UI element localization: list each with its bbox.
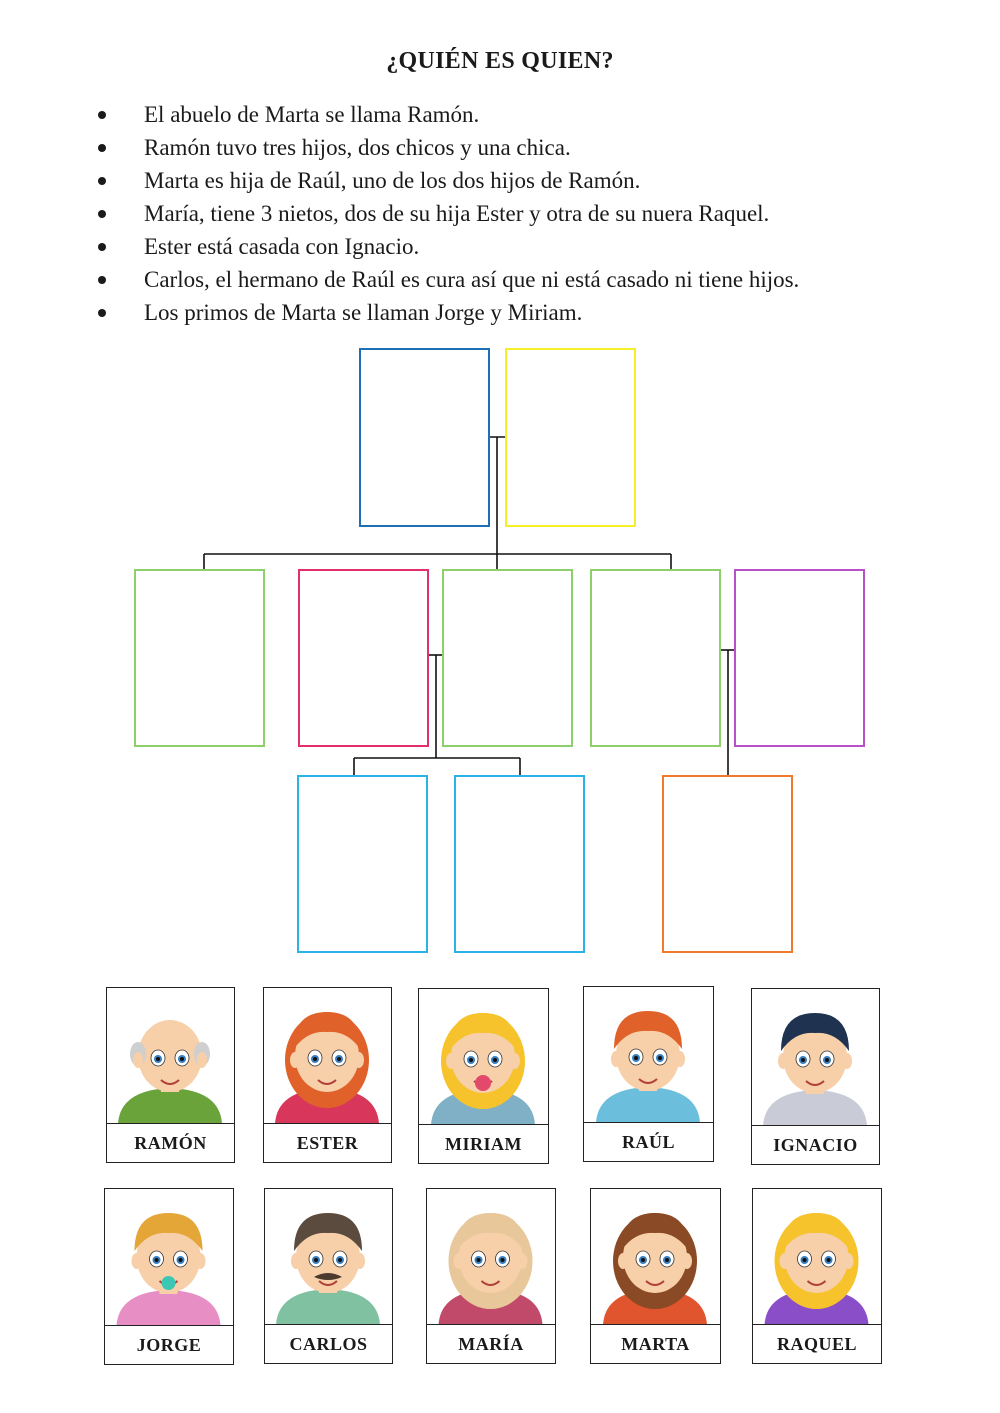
page-title: ¿QUIÉN ES QUIEN? <box>386 48 614 74</box>
character-card[interactable] <box>104 1188 234 1365</box>
clue-text: Ester está casada con Ignacio. <box>144 234 420 259</box>
character-name: JORGE <box>105 1325 233 1364</box>
blonde-girl-icon <box>419 989 547 1125</box>
dark-haired-man-icon <box>752 989 878 1126</box>
character-card[interactable] <box>426 1188 556 1364</box>
tree-slot-child-3[interactable] <box>442 569 573 747</box>
tree-slot-grandchild-3[interactable] <box>662 775 793 953</box>
tree-slot-child-5[interactable] <box>734 569 865 747</box>
clue-text: María, tiene 3 nietos, dos de su hija Ester y otra de su nuera Raquel. <box>144 201 770 226</box>
ponytail-girl-icon <box>591 1189 719 1325</box>
clue-text: Ramón tuvo tres hijos, dos chicos y una chica. <box>144 135 571 160</box>
character-name: RAÚL <box>584 1122 713 1161</box>
character-name: CARLOS <box>265 1324 392 1363</box>
character-name: ESTER <box>264 1123 391 1162</box>
clue-text: Carlos, el hermano de Raúl es cura así que ni está casado ni tiene hijos. <box>144 267 800 292</box>
tree-slot-grandchild-2[interactable] <box>454 775 585 953</box>
baby-boy-icon <box>105 1189 232 1326</box>
tree-slot-child-4[interactable] <box>590 569 721 747</box>
tree-slot-child-1[interactable] <box>134 569 265 747</box>
character-card[interactable] <box>751 988 880 1165</box>
character-name: MARÍA <box>427 1324 555 1363</box>
clue-text: El abuelo de Marta se llama Ramón. <box>144 102 480 127</box>
character-card[interactable] <box>106 987 235 1163</box>
blonde-woman-icon <box>753 1189 880 1325</box>
tree-slot-child-2[interactable] <box>298 569 429 747</box>
character-name: MIRIAM <box>419 1124 548 1163</box>
character-card[interactable] <box>418 988 549 1164</box>
character-card[interactable] <box>583 986 714 1162</box>
bald-grandfather-icon <box>107 988 233 1124</box>
character-name: RAQUEL <box>753 1324 881 1363</box>
character-card[interactable] <box>264 1188 393 1364</box>
red-haired-woman-icon <box>264 988 390 1124</box>
red-haired-man-icon <box>584 987 712 1123</box>
character-name: IGNACIO <box>752 1125 879 1164</box>
character-card[interactable] <box>263 987 392 1163</box>
tree-slot-grandparent-1[interactable] <box>359 348 490 527</box>
grandmother-icon <box>427 1189 554 1325</box>
character-name: RAMÓN <box>107 1123 234 1162</box>
mustache-man-icon <box>265 1189 391 1325</box>
tree-slot-grandparent-2[interactable] <box>505 348 636 527</box>
clue-text: Marta es hija de Raúl, uno de los dos hijos de Ramón. <box>144 168 641 193</box>
tree-slot-grandchild-1[interactable] <box>297 775 428 953</box>
character-card[interactable] <box>590 1188 721 1364</box>
clue-text: Los primos de Marta se llaman Jorge y Miriam. <box>144 300 583 325</box>
character-card[interactable] <box>752 1188 882 1364</box>
character-name: MARTA <box>591 1324 720 1363</box>
